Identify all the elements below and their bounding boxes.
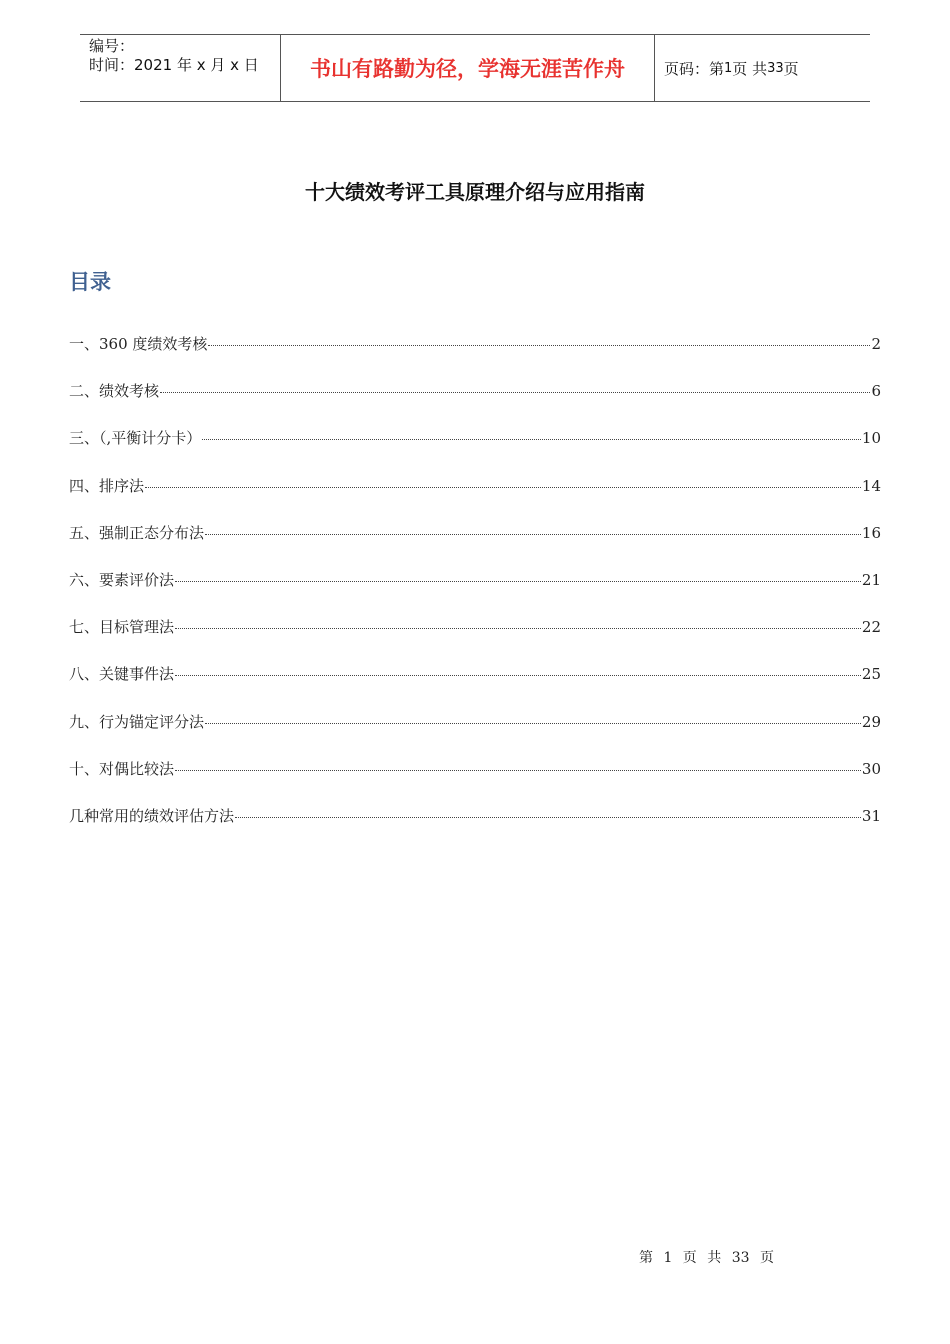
toc-entry-page: 14 (861, 476, 881, 495)
toc-entry[interactable] (69, 427, 881, 474)
toc-entry-page: 30 (861, 759, 881, 778)
toc-entry-page: 25 (861, 665, 881, 684)
toc-entry[interactable] (69, 711, 881, 758)
number-label: 编号： (89, 37, 135, 55)
toc-entry-title: 三、（,平衡计分卡） (69, 429, 202, 448)
page-total: 33 (767, 60, 784, 76)
toc-leader-dots (202, 439, 861, 440)
document-title: 十大绩效考评工具原理介绍与应用指南 (305, 180, 645, 204)
toc-leader-dots (175, 675, 861, 676)
header-page-cell (655, 35, 870, 101)
table-of-contents (69, 333, 881, 852)
page-header (80, 34, 870, 102)
toc-entry-page: 10 (861, 429, 881, 448)
toc-leader-dots (205, 534, 861, 535)
page-prefix: 页码：第 (664, 59, 725, 78)
toc-entry[interactable] (69, 616, 881, 663)
toc-entry-page: 2 (871, 335, 881, 353)
toc-leader-dots (145, 487, 861, 488)
toc-leader-dots (175, 770, 861, 771)
toc-heading: 目录 (69, 270, 111, 294)
toc-entry-title: 六、要素评价法 (69, 570, 175, 589)
page-suffix: 页 (783, 59, 799, 78)
toc-entry-title: 一、360 度绩效考核 (69, 335, 208, 353)
toc-entry-title: 几种常用的绩效评估方法 (69, 806, 235, 825)
toc-entry[interactable] (69, 569, 881, 616)
toc-entry[interactable] (69, 475, 881, 522)
toc-leader-dots (175, 628, 861, 629)
toc-entry[interactable] (69, 758, 881, 805)
header-motto-cell (281, 35, 655, 101)
toc-entry-page: 22 (861, 618, 881, 637)
toc-entry-title: 十、对偶比较法 (69, 759, 175, 778)
toc-leader-dots (208, 345, 870, 346)
page-number: 1 (724, 60, 733, 76)
toc-entry-page: 29 (861, 712, 881, 731)
toc-leader-dots (235, 817, 861, 818)
toc-entry[interactable] (69, 805, 881, 852)
toc-leader-dots (205, 723, 861, 724)
toc-entry-title: 五、强制正态分布法 (69, 523, 205, 542)
toc-entry-title: 八、关键事件法 (69, 665, 175, 684)
toc-leader-dots (175, 581, 861, 582)
page-mid: 页 共 (732, 59, 768, 78)
toc-entry-page: 31 (861, 806, 881, 825)
toc-entry-title: 七、目标管理法 (69, 618, 175, 637)
toc-leader-dots (160, 392, 870, 393)
time-label: 时间：2021 年 x 月 x 日 (89, 56, 259, 74)
toc-entry[interactable] (69, 522, 881, 569)
header-info-cell (80, 35, 281, 101)
page-footer: 第 1 页 共 33 页 (639, 1250, 774, 1266)
toc-entry-title: 二、绩效考核 (69, 382, 160, 401)
toc-entry[interactable] (69, 333, 881, 380)
motto: 书山有路勤为径，学海无涯苦作舟 (310, 57, 625, 81)
toc-entry-title: 九、行为锚定评分法 (69, 712, 205, 731)
toc-entry[interactable] (69, 380, 881, 427)
toc-entry-page: 6 (871, 382, 881, 401)
toc-entry[interactable] (69, 663, 881, 710)
toc-entry-title: 四、排序法 (69, 476, 145, 495)
toc-entry-page: 16 (861, 523, 881, 542)
toc-entry-page: 21 (861, 570, 881, 589)
